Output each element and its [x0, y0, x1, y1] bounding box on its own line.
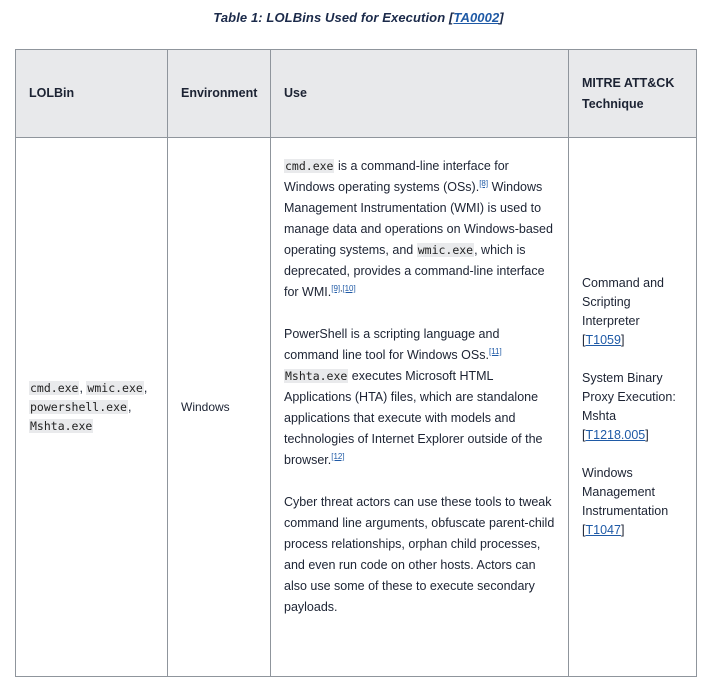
mitre-close: ]	[620, 333, 625, 347]
technique-link-t1059[interactable]: T1059	[585, 333, 621, 347]
lolbin-wmic: wmic.exe	[87, 380, 143, 395]
footnote-ref[interactable]	[479, 179, 488, 188]
lolbin-cmd: cmd.exe	[30, 380, 79, 395]
footnote-9-link[interactable]: [9]	[331, 283, 341, 293]
use-paragraph-3: Cyber threat actors can use these tools to tweak command line arguments, obfuscate parent-child process relationships, orphan child processes, and even run code on other hosts. Actors can also use some of these to execute secondary payloads.	[284, 495, 555, 614]
code-cmd: cmd.exe	[285, 159, 334, 173]
mitre-close: ]	[645, 428, 649, 442]
footnote-ref[interactable]	[331, 452, 344, 461]
use-paragraph-2	[284, 324, 555, 471]
footnote-ref[interactable]	[331, 284, 355, 293]
environment-cell: Windows	[168, 138, 271, 677]
use-cell	[271, 138, 569, 677]
footnote-8-link[interactable]: [8]	[479, 178, 489, 188]
mitre-technique-2	[582, 369, 683, 445]
mitre-text: Command and Scripting Interpreter [	[582, 276, 664, 347]
table-caption	[0, 10, 717, 25]
footnote-ref[interactable]	[489, 347, 502, 356]
header-lolbin: LOLBin	[16, 50, 168, 138]
use-paragraph-1	[284, 156, 555, 303]
mitre-cell	[569, 138, 697, 677]
mitre-technique-1	[582, 274, 683, 350]
use-text: , which is deprecated, provides a command-line interface for WMI.	[284, 243, 545, 299]
lolbin-mshta: Mshta.exe	[30, 418, 93, 433]
lolbin-powershell: powershell.exe	[30, 399, 127, 414]
mitre-close: ]	[620, 523, 625, 537]
caption-text: Table 1: LOLBins Used for Execution [	[213, 10, 454, 25]
footnote-12-link[interactable]: [12]	[331, 451, 345, 461]
use-text: is a command-line interface for Windows operating systems (OSs).	[284, 159, 509, 194]
footnote-separator: ,	[340, 283, 343, 293]
header-mitre: MITRE ATT&CK Technique	[569, 50, 697, 138]
header-row	[16, 50, 697, 138]
footnote-10-link[interactable]: [10]	[342, 283, 356, 293]
table-row	[16, 138, 697, 677]
code-wmic: wmic.exe	[417, 243, 474, 257]
use-text: Windows Management Instrumentation (WMI) is used to manage data and operations on Windows-based operating systems, and	[284, 180, 553, 257]
lolbin-cell: cmd.exe, wmic.exe, powershell.exe, Mshta.exe	[16, 138, 168, 677]
code-mshta: Mshta.exe	[285, 369, 348, 383]
use-text: executes Microsoft HTML Applications (HTA) files, which are standalone applications that execute with models and technologies of Internet Explorer outside of the browser.	[284, 369, 543, 467]
lolbins-table	[15, 49, 697, 677]
caption-close: ]	[499, 10, 504, 25]
tactic-link[interactable]: TA0002	[453, 10, 500, 25]
header-use: Use	[271, 50, 569, 138]
mitre-text: Windows Management Instrumentation [	[582, 466, 669, 537]
header-environment: Environment	[168, 50, 271, 138]
footnote-11-link[interactable]: [11]	[488, 346, 502, 356]
use-text: PowerShell is a scripting language and command line tool for Windows OSs.	[284, 327, 500, 362]
mitre-text: System Binary Proxy Execution: Mshta [	[582, 371, 676, 442]
mitre-technique-3	[582, 464, 683, 540]
technique-link-t1218-005[interactable]: T1218.005	[585, 428, 646, 442]
technique-link-t1047[interactable]: T1047	[585, 523, 621, 537]
